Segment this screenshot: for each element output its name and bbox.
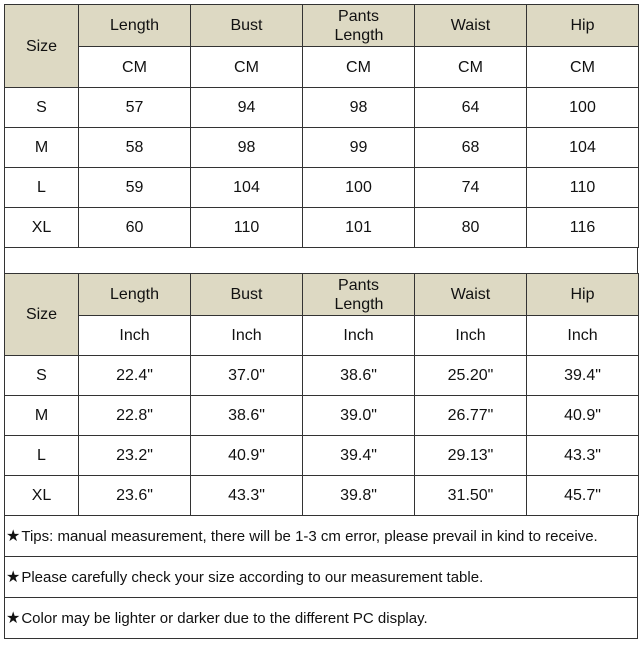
column-header-bust: Bust [191,5,303,47]
value-cell: 31.50" [415,476,527,516]
value-cell: 38.6" [191,396,303,436]
value-cell: 60 [79,208,191,248]
value-cell: 99 [303,128,415,168]
tips-box [4,516,638,639]
size-cell: M [5,396,79,436]
value-cell: 104 [191,168,303,208]
value-cell: 68 [415,128,527,168]
value-cell: 100 [527,88,639,128]
size-cell: XL [5,476,79,516]
value-cell: 26.77" [415,396,527,436]
value-cell: 22.8" [79,396,191,436]
value-cell: 39.0" [303,396,415,436]
value-cell: 94 [191,88,303,128]
pants-length-label: Pants Length [334,7,384,44]
unit-cell: CM [527,47,639,88]
unit-cell: Inch [191,316,303,356]
value-cell: 98 [303,88,415,128]
tip-line [5,556,637,597]
table-row [5,396,639,436]
table-row [5,168,639,208]
value-cell: 64 [415,88,527,128]
value-cell: 40.9" [527,396,639,436]
table-row [5,476,639,516]
black-star-icon: ★ [6,569,21,586]
column-header-waist: Waist [415,274,527,316]
tip-text: Color may be lighter or darker due to the different PC display. [21,609,428,627]
value-cell: 39.4" [303,436,415,476]
size-cell: M [5,128,79,168]
size-header: Size [5,274,79,356]
table-spacer [4,248,638,273]
unit-cell: Inch [79,316,191,356]
unit-cell: Inch [415,316,527,356]
table-row [5,128,639,168]
black-star-icon: ★ [6,528,21,545]
value-cell: 101 [303,208,415,248]
pants-length-label: Pants Length [334,276,384,313]
column-header-pants-length [303,274,415,316]
black-star-icon: ★ [6,610,21,627]
value-cell: 110 [527,168,639,208]
value-cell: 39.8" [303,476,415,516]
size-cell: S [5,88,79,128]
table-row [5,88,639,128]
size-cell: XL [5,208,79,248]
size-header: Size [5,5,79,88]
table-row [5,436,639,476]
value-cell: 100 [303,168,415,208]
tip-text: Please carefully check your size according to our measurement table. [21,568,484,586]
cm-size-table [4,4,639,248]
value-cell: 43.3" [191,476,303,516]
inch-size-table [4,273,639,516]
unit-cell: CM [415,47,527,88]
unit-cell: CM [303,47,415,88]
size-cell: S [5,356,79,396]
value-cell: 80 [415,208,527,248]
size-chart [4,4,638,642]
column-header-length: Length [79,274,191,316]
unit-cell: CM [191,47,303,88]
table-row [5,356,639,396]
value-cell: 104 [527,128,639,168]
value-cell: 110 [191,208,303,248]
unit-cell: Inch [303,316,415,356]
value-cell: 59 [79,168,191,208]
unit-cell: Inch [527,316,639,356]
value-cell: 37.0" [191,356,303,396]
value-cell: 45.7" [527,476,639,516]
unit-cell: CM [79,47,191,88]
size-cell: L [5,436,79,476]
value-cell: 39.4" [527,356,639,396]
table-row [5,208,639,248]
column-header-hip: Hip [527,274,639,316]
tip-text: Tips: manual measurement, there will be 1-3 cm error, please prevail in kind to receive. [21,527,598,545]
value-cell: 22.4" [79,356,191,396]
column-header-hip: Hip [527,5,639,47]
value-cell: 74 [415,168,527,208]
column-header-bust: Bust [191,274,303,316]
value-cell: 43.3" [527,436,639,476]
size-cell: L [5,168,79,208]
value-cell: 38.6" [303,356,415,396]
value-cell: 25.20" [415,356,527,396]
value-cell: 116 [527,208,639,248]
value-cell: 29.13" [415,436,527,476]
column-header-waist: Waist [415,5,527,47]
value-cell: 57 [79,88,191,128]
value-cell: 23.2" [79,436,191,476]
tip-line [5,597,637,638]
column-header-pants-length [303,5,415,47]
tip-line [5,516,637,556]
value-cell: 58 [79,128,191,168]
value-cell: 98 [191,128,303,168]
column-header-length: Length [79,5,191,47]
value-cell: 23.6" [79,476,191,516]
value-cell: 40.9" [191,436,303,476]
